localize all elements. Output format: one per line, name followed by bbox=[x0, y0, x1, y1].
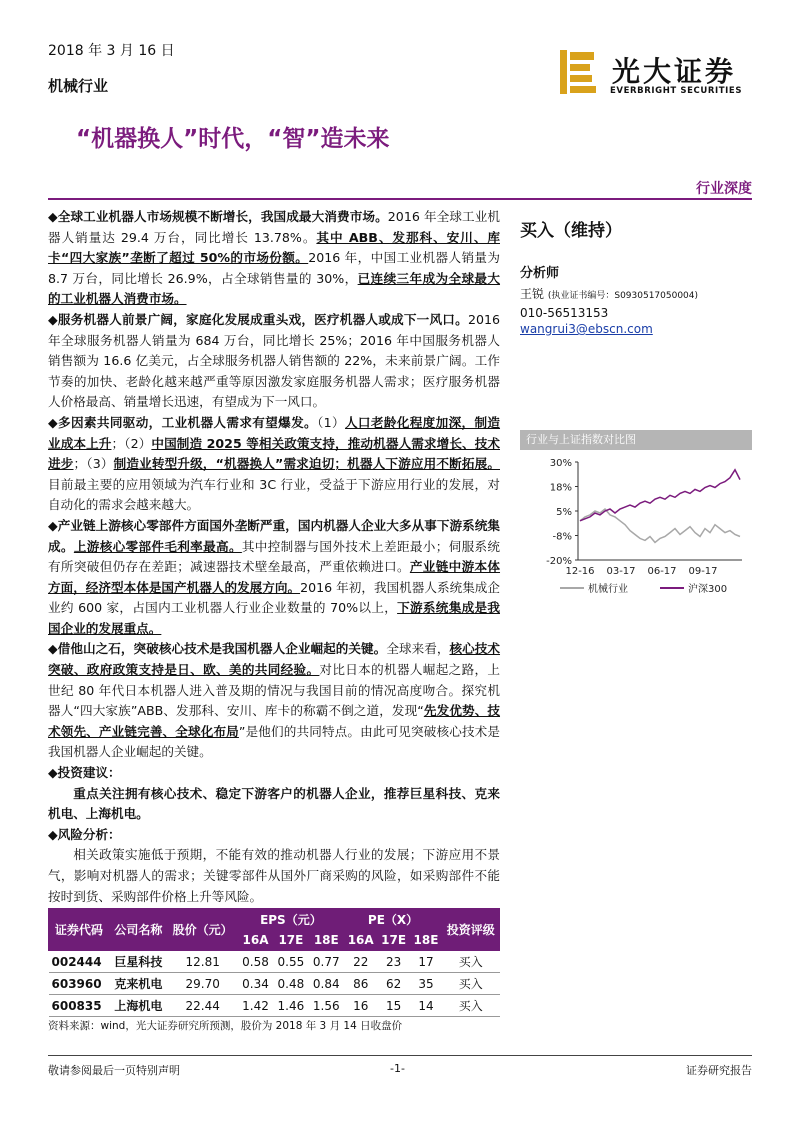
rating: 买入（维持） bbox=[520, 221, 622, 241]
logo-chinese: 光大证券 bbox=[612, 55, 737, 88]
header-rating: 投资评级 bbox=[442, 909, 499, 951]
analyst-email-link[interactable]: wangrui3@ebscn.com bbox=[520, 322, 653, 336]
header-year: 18E bbox=[309, 930, 344, 951]
header-year: 17E bbox=[273, 930, 308, 951]
analyst-cert: (执业证书编号：S0930517050004) bbox=[547, 291, 699, 301]
report-type: 行业深度 bbox=[696, 181, 752, 197]
everbright-logo-icon bbox=[560, 50, 600, 94]
table-row: 002444 巨星科技 12.81 0.58 0.55 0.77 22 23 17 买入 bbox=[49, 951, 500, 973]
industry-label: 机械行业 bbox=[48, 77, 109, 95]
analyst-info bbox=[520, 286, 698, 338]
analyst-name: 王锐 bbox=[520, 287, 545, 301]
y-tick-label: -20% bbox=[546, 556, 572, 567]
para-industry-chain: ◆产业链上游核心零部件方面国外垄断严重，国内机器人企业大多从事下游系统集成。上游核心零部件毛利率最高。其中控制器与国外技术上差距最小；伺服系统有所突破但仍存在差距；减速器技术壁垒最高，严重依赖进口。产业链中游本体方面，经济型本体是国产机器人的发展方向。2016 年初，我国机器人系统集成企业约 600 家，占国内工业机器人行业企业数量的 70%以上，下游系统集成是我国企业的发展重点。 bbox=[48, 517, 501, 636]
report-date: 2018 年 3 月 16 日 bbox=[48, 43, 175, 59]
footer-report-label: 证券研究报告 bbox=[686, 1064, 752, 1077]
table-row: 600835 上海机电 22.44 1.42 1.46 1.56 16 15 14 买入 bbox=[49, 995, 500, 1017]
para-lessons: ◆借他山之石，突破核心技术是我国机器人企业崛起的关键。全球来看，核心技术突破、政府政策支持是日、欧、美的共同经验。对比日本的机器人崛起之路，上世纪 80 年代日本机器人进入普及期的情况与我国目前的情况高度吻合。探究机器人“四大家族”ABB、发那科、安川、库卡的称霸不倒之道，发现“先发优势、技术领先、产业链完善、全球化布局”是他们的共同特点。由此可见突破核心技术是我国机器人企业崛起的关键。 bbox=[48, 641, 501, 760]
header-name: 公司名称 bbox=[109, 909, 167, 951]
para-service-robots: ◆服务机器人前景广阔，家庭化发展成重头戏，医疗机器人或成下一风口。2016 年全球服务机器人销量为 684 万台，同比增长 25%；2016 年中国服务机器人销售额为 16.6 亿美元，占全球服务机器人销售额的 22%，未来前景广阔。工作节奏的加快、老龄化越来越严重等原因激发家庭服务机器人需求；医疗服务机器人价格最高、销量增长迅速，有望成为下一风口。 bbox=[48, 311, 500, 410]
table-source: 资料来源：wind，光大证券研究所预测，股价为 2018 年 3 月 14 日收盘价 bbox=[48, 1020, 403, 1032]
footer-disclaimer: 敬请参阅最后一页特别声明 bbox=[48, 1064, 180, 1077]
x-tick-label: 03-17 bbox=[606, 566, 636, 577]
y-tick-label: -8% bbox=[552, 531, 572, 543]
para-global-market: ◆全球工业机器人市场规模不断增长，我国成最大消费市场。2016 年全球工业机器人销量达 29.4 万台，同比增长 13.78%。其中 ABB、发那科、安川、库卡“四大家族”垄断了超过 50%的市场份额。2016 年，中国工业机器人销量为 8.7 万台，同比增长 26.9%，占全球销售量的 30%，已连续三年成为全球最大的工业机器人消费市场。 bbox=[48, 209, 501, 307]
header-code: 证券代码 bbox=[49, 909, 110, 951]
header-year: 17E bbox=[377, 930, 409, 951]
header-eps: EPS（元） bbox=[238, 909, 344, 930]
index-comparison-chart bbox=[520, 452, 752, 600]
risk-heading: ◆风险分析： bbox=[48, 826, 121, 842]
y-tick-label: 5% bbox=[556, 507, 572, 518]
header-year: 18E bbox=[410, 930, 442, 951]
investment-heading: ◆投资建议： bbox=[48, 765, 121, 781]
x-tick-label: 12-16 bbox=[565, 566, 595, 577]
logo-english: EVERBRIGHT SECURITIES bbox=[610, 86, 743, 96]
header-price: 股价（元） bbox=[168, 909, 238, 951]
x-tick-label: 06-17 bbox=[647, 566, 677, 577]
y-tick-label: 30% bbox=[549, 458, 572, 469]
risk-analysis: 相关政策实施低于预期，不能有效的推动机器人行业的发展；下游应用不景气，影响对机器人的需求；关键零部件从国外厂商采购的风险，如采购部件不能按时到货、采购部件价格上升等风险。 bbox=[48, 847, 500, 904]
header-pe: PE（X） bbox=[344, 909, 442, 930]
series-line-machinery bbox=[580, 509, 740, 542]
table-row: 603960 克来机电 29.70 0.34 0.48 0.84 86 62 35 买入 bbox=[49, 973, 500, 995]
para-drivers: ◆多因素共同驱动，工业机器人需求有望爆发。（1）人口老龄化程度加深，制造业成本上升；（2）中国制造 2025 等相关政策支持，推动机器人需求增长、技术进步；（3）制造业转型升级，“机器换人”需求迫切；机器人下游应用不断拓展。目前最主要的应用领域为汽车行业和 3C 行业，受益于下游应用行业的发展，对自动化的需求会越来越大。 bbox=[48, 414, 501, 513]
legend-label: 机械行业 bbox=[588, 584, 628, 595]
page-title: “机器换人”时代，“智”造未来 bbox=[76, 126, 390, 152]
legend-label: 沪深300 bbox=[688, 584, 728, 595]
stock-table bbox=[48, 908, 500, 1017]
x-tick-label: 09-17 bbox=[688, 566, 718, 577]
y-tick-label: 18% bbox=[549, 482, 572, 494]
series-line-csi300 bbox=[580, 470, 740, 521]
header-year: 16A bbox=[344, 930, 378, 951]
investment-advice: 重点关注拥有核心技术、稳定下游客户的机器人企业，推荐巨星科技、克来机电、上海机电。 bbox=[48, 785, 500, 822]
analyst-heading: 分析师 bbox=[520, 266, 560, 281]
footer-divider bbox=[48, 1055, 752, 1056]
header-year: 16A bbox=[238, 930, 273, 951]
analyst-phone: 010-56513153 bbox=[520, 305, 609, 320]
header-divider bbox=[48, 198, 752, 200]
summary-body bbox=[48, 207, 500, 907]
page-number: -1- bbox=[390, 1062, 405, 1075]
chart-title: 行业与上证指数对比图 bbox=[520, 430, 752, 450]
